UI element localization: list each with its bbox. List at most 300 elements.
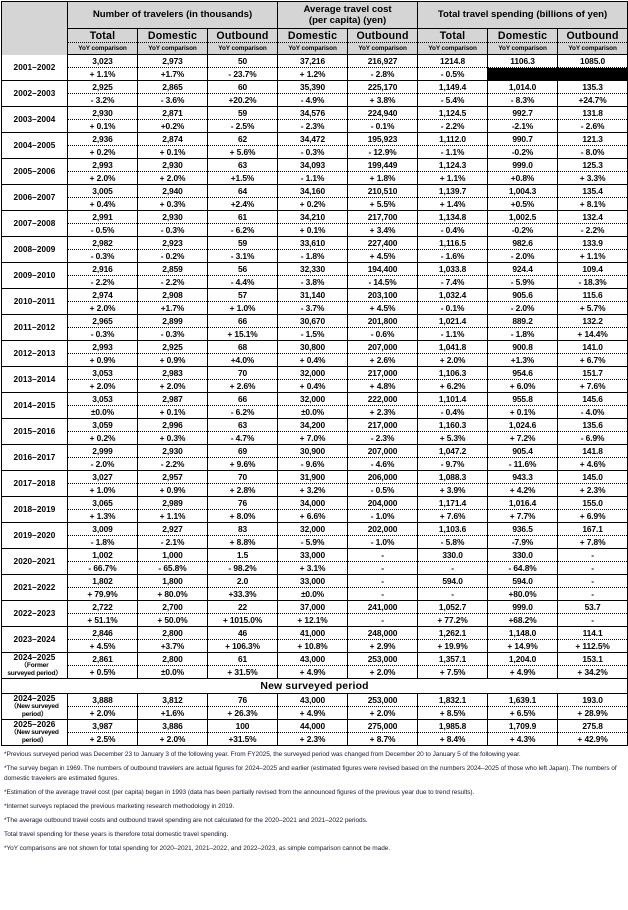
cell-value: 2,871: [138, 107, 208, 120]
table-row: [2, 211, 628, 224]
cell-yoy-value: + 112.5%: [558, 640, 628, 653]
cell-value: 2,859: [138, 263, 208, 276]
cell-yoy-value: - 3.1%: [208, 250, 278, 263]
cell-value: 999.0: [488, 159, 558, 172]
row-year-label: [2, 185, 68, 211]
cell-yoy-value: +2.4%: [208, 198, 278, 211]
cell-value: 954.6: [488, 367, 558, 380]
cell-yoy-value: + 3.9%: [418, 484, 488, 497]
table-row: [2, 81, 628, 94]
row-year-label: [2, 575, 68, 601]
cell-yoy-value: +80.0%: [488, 588, 558, 601]
table-row-yoy: [2, 707, 628, 720]
cell-value: 2,846: [68, 627, 138, 640]
cell-yoy-value: - 8.3%: [488, 94, 558, 107]
cell-value: 69: [208, 445, 278, 458]
cell-value: 982.6: [488, 237, 558, 250]
cell-value: 1,101.4: [418, 393, 488, 406]
cell-value: 2,930: [68, 107, 138, 120]
cell-value: 203,100: [348, 289, 418, 302]
cell-yoy-value: + 2.0%: [68, 172, 138, 185]
row-year-label: [2, 81, 68, 107]
cell-yoy-value: +1.3%: [488, 354, 558, 367]
cell-yoy-value: +24.7%: [558, 94, 628, 107]
table-row: [2, 523, 628, 536]
cell-yoy-value: + 0.4%: [278, 380, 348, 393]
footnote: *The survey began in 1969. The numbers of outbound travelers are actual figures for 2024–2025 and earlier (estimated figures were revised based on the numbers 2024–2025 of those who left Japan). The numbers of domestic travelers are estimated figures.: [4, 764, 617, 783]
cell-yoy-value: + 42.9%: [558, 733, 628, 746]
cell-value: 1,639.1: [488, 694, 558, 707]
cell-yoy-value: + 2.0%: [68, 707, 138, 720]
cell-yoy-value: + 1.1%: [68, 68, 138, 81]
cell-value: 2,957: [138, 471, 208, 484]
section-banner-label: New surveyed period: [2, 679, 628, 694]
cell-value: 955.8: [488, 393, 558, 406]
cell-value: 2,965: [68, 315, 138, 328]
subheader-travelers-total: Total: [68, 29, 138, 43]
cell-yoy-value: + 0.1%: [138, 406, 208, 419]
cell-value: 37,216: [278, 55, 348, 68]
footnote: *The average outbound travel costs and outbound travel spending are not calculated for the 2020–2021 and 2021–2022 periods.: [4, 817, 368, 825]
cell-value: 889.2: [488, 315, 558, 328]
row-year-label: [2, 653, 68, 679]
cell-yoy-value: + 2.0%: [348, 666, 418, 679]
cell-value: 224,940: [348, 107, 418, 120]
cell-value: 2,861: [68, 653, 138, 666]
cell-value: 1,149.4: [418, 81, 488, 94]
table-row: [2, 549, 628, 562]
row-year-text: 2011–2012: [13, 323, 56, 332]
yoy-label-spending-domestic: YoY comparison: [488, 43, 558, 55]
cell-value: 905.4: [488, 445, 558, 458]
cell-value: -: [558, 575, 628, 588]
cell-yoy-value: - 66.7%: [68, 562, 138, 575]
cell-value: 30,670: [278, 315, 348, 328]
cell-value: 990.7: [488, 133, 558, 146]
cell-value: 63: [208, 159, 278, 172]
row-year-text: 2014–2015: [13, 401, 56, 410]
cell-value: 195,923: [348, 133, 418, 146]
table-row-yoy: [2, 458, 628, 471]
cell-yoy-value: + 4.5%: [348, 250, 418, 263]
cell-yoy-value: ±0.0%: [138, 666, 208, 679]
cell-yoy-value: -: [348, 562, 418, 575]
cell-value: 1,204.0: [488, 653, 558, 666]
cell-value: 2.0: [208, 575, 278, 588]
cell-yoy-value: + 6.7%: [558, 354, 628, 367]
cell-yoy-value: + 7.2%: [488, 432, 558, 445]
cell-yoy-value: - 4.4%: [208, 276, 278, 289]
cell-value: 132.2: [558, 315, 628, 328]
cell-value: 2,874: [138, 133, 208, 146]
cell-value: 34,093: [278, 159, 348, 172]
row-year-text: 2021–2022: [13, 583, 56, 592]
cell-value: 216,927: [348, 55, 418, 68]
cell-value: 1,024.6: [488, 419, 558, 432]
cell-value: 1214.8: [418, 55, 488, 68]
cell-value: 204,000: [348, 497, 418, 510]
subheader-spending-domestic: Domestic: [488, 29, 558, 43]
cell-yoy-value: - 1.5%: [278, 328, 348, 341]
row-year-text: 2003–2004: [13, 115, 56, 124]
cell-yoy-value: - 2.3%: [278, 120, 348, 133]
cell-yoy-value: - 98.2%: [208, 562, 278, 575]
cell-yoy-value: - 18.3%: [558, 276, 628, 289]
cell-value: 135.3: [558, 81, 628, 94]
cell-value: 167.1: [558, 523, 628, 536]
cell-yoy-value: - 2.2%: [418, 120, 488, 133]
cell-value: 22: [208, 601, 278, 614]
cell-value: 248,000: [348, 627, 418, 640]
cell-value: 3,812: [138, 694, 208, 707]
cell-value: 193.0: [558, 694, 628, 707]
cell-yoy-value: - 2.2%: [68, 276, 138, 289]
cell-value: 70: [208, 367, 278, 380]
cell-yoy-value: + 5.5%: [348, 198, 418, 211]
cell-yoy-value: + 50.0%: [138, 614, 208, 627]
cell-yoy-value: + 1.3%: [68, 510, 138, 523]
cell-yoy-value: + 2.9%: [348, 640, 418, 653]
cell-value: 1,021.4: [418, 315, 488, 328]
cell-yoy-value: - 6.9%: [558, 432, 628, 445]
row-year-label: [2, 694, 68, 720]
cell-value: 210,510: [348, 185, 418, 198]
row-year-label: [2, 471, 68, 497]
cell-yoy-value: + 2.8%: [208, 484, 278, 497]
cell-yoy-value: - 65.8%: [138, 562, 208, 575]
cell-value: 34,576: [278, 107, 348, 120]
cell-value: 1,171.4: [418, 497, 488, 510]
yoy-label-spending-outbound: YoY comparison: [558, 43, 628, 55]
row-year-label: [2, 133, 68, 159]
cell-value: 1.5: [208, 549, 278, 562]
table-row: [2, 185, 628, 198]
cell-yoy-value: - 11.6%: [488, 458, 558, 471]
yoy-label-travelers-total: YoY comparison: [68, 43, 138, 55]
cell-yoy-value: - 3.8%: [278, 276, 348, 289]
header-group-travelers: [68, 2, 278, 29]
yoy-label-cost-outbound: YoY comparison: [348, 43, 418, 55]
row-year-label: [2, 627, 68, 653]
cell-value: 943.3: [488, 471, 558, 484]
cell-value: 202,000: [348, 523, 418, 536]
cell-yoy-value: + 15.1%: [208, 328, 278, 341]
table-row-yoy: [2, 120, 628, 133]
cell-value: 135.4: [558, 185, 628, 198]
cell-value: 2,916: [68, 263, 138, 276]
header-group-total-spending-line1: Total travel spending (billions of yen): [437, 9, 608, 21]
cell-value: 50: [208, 55, 278, 68]
cell-value: 924.4: [488, 263, 558, 276]
cell-value: 2,722: [68, 601, 138, 614]
cell-value: 125.3: [558, 159, 628, 172]
cell-value: 3,065: [68, 497, 138, 510]
cell-yoy-value: + 0.9%: [138, 484, 208, 497]
cell-value: 153.1: [558, 653, 628, 666]
cell-yoy-value: - 2.5%: [208, 120, 278, 133]
cell-value: 145.0: [558, 471, 628, 484]
table-row-yoy: [2, 640, 628, 653]
cell-value: -: [348, 575, 418, 588]
cell-value: 76: [208, 497, 278, 510]
row-year-label: [2, 289, 68, 315]
table-body: [2, 55, 628, 746]
cell-value: 3,005: [68, 185, 138, 198]
row-year-text: 2004–2005: [13, 141, 56, 150]
footnotes: [4, 750, 624, 854]
header-group-travelers-line1: Number of travelers (in thousands): [92, 9, 253, 21]
cell-yoy-value: - 2.0%: [488, 250, 558, 263]
cell-value: 2,974: [68, 289, 138, 302]
table-row-yoy: [2, 302, 628, 315]
cell-yoy-value: - 0.3%: [68, 328, 138, 341]
cell-value: 1,148.0: [488, 627, 558, 640]
header-group-avg-cost: [278, 2, 418, 29]
row-year-text: 2022–2023: [13, 609, 56, 618]
cell-value: 2,930: [138, 211, 208, 224]
cell-yoy-value: + 26.3%: [208, 707, 278, 720]
cell-yoy-value: + 0.9%: [68, 354, 138, 367]
cell-value: 141.0: [558, 341, 628, 354]
cell-value: 63: [208, 419, 278, 432]
cell-value: 2,973: [138, 55, 208, 68]
cell-yoy-value: + 3.1%: [278, 562, 348, 575]
cell-value: 201,800: [348, 315, 418, 328]
table-row: [2, 575, 628, 588]
cell-yoy-value: + 4.5%: [68, 640, 138, 653]
cell-yoy-value: - 0.3%: [68, 250, 138, 263]
cell-yoy-value: - 2.2%: [138, 458, 208, 471]
cell-value: 1,357.1: [418, 653, 488, 666]
cell-value: 133.9: [558, 237, 628, 250]
yoy-label-travelers-outbound: YoY comparison: [208, 43, 278, 55]
cell-yoy-value: + 7.6%: [558, 380, 628, 393]
table-row-yoy: [2, 328, 628, 341]
row-year-sublabel: surveyed period）: [7, 670, 62, 677]
table-row: [2, 263, 628, 276]
header-yoy-row: [2, 43, 628, 55]
table-row-yoy: [2, 94, 628, 107]
cell-yoy-value: - 7.4%: [418, 276, 488, 289]
cell-yoy-value: - 2.0%: [488, 302, 558, 315]
header-group-avg-cost-line2: (per capita) (yen): [308, 15, 387, 26]
cell-value: 225,170: [348, 81, 418, 94]
cell-yoy-value: - 0.5%: [418, 68, 488, 81]
cell-value: 44,000: [278, 720, 348, 733]
cell-value: 275,000: [348, 720, 418, 733]
cell-yoy-value: - 1.0%: [348, 510, 418, 523]
table-row: [2, 393, 628, 406]
cell-yoy-value: -: [348, 588, 418, 601]
table-row-yoy: [2, 224, 628, 237]
cell-yoy-value: + 5.6%: [208, 146, 278, 159]
cell-yoy-value: - 2.3%: [348, 432, 418, 445]
table-row-yoy: [2, 666, 628, 679]
footnote: *Internet surveys replaced the previous marketing research methodology in 2019.: [4, 803, 235, 811]
cell-yoy-value: + 28.9%: [558, 707, 628, 720]
cell-yoy-value: - 4.9%: [278, 94, 348, 107]
row-year-label: [2, 393, 68, 419]
cell-value: 217,000: [348, 367, 418, 380]
cell-value: 3,053: [68, 367, 138, 380]
cell-yoy-value: ±0.0%: [68, 406, 138, 419]
row-year-sublabel: （Former: [20, 662, 49, 670]
cell-value: -: [348, 549, 418, 562]
table-header: [2, 2, 628, 55]
cell-yoy-value: +3.7%: [138, 640, 208, 653]
cell-yoy-value: - 0.2%: [138, 250, 208, 263]
cell-value: 3,059: [68, 419, 138, 432]
cell-value: 41,000: [278, 627, 348, 640]
cell-yoy-value: + 14.9%: [488, 640, 558, 653]
cell-value: 330.0: [418, 549, 488, 562]
cell-yoy-value: + 0.1%: [278, 224, 348, 237]
cell-yoy-value: + 4.8%: [348, 380, 418, 393]
cell-yoy-value: - 0.3%: [278, 146, 348, 159]
cell-value: 145.6: [558, 393, 628, 406]
cell-yoy-value: + 0.1%: [138, 146, 208, 159]
cell-value: 70: [208, 471, 278, 484]
cell-yoy-value: - 4.0%: [558, 406, 628, 419]
table-row: [2, 55, 628, 68]
cell-yoy-value: + 2.0%: [68, 380, 138, 393]
cell-yoy-value: + 4.9%: [278, 666, 348, 679]
cell-value: 227,400: [348, 237, 418, 250]
cell-value: 1,052.7: [418, 601, 488, 614]
cell-yoy-value: + 0.1%: [68, 120, 138, 133]
row-year-text: 2019–2020: [13, 531, 56, 540]
subheader-spending-outbound: Outbound: [558, 29, 628, 43]
row-year-sublabel: （New surveyed: [10, 703, 59, 711]
cell-yoy-value: + 3.3%: [558, 172, 628, 185]
cell-value: 37,000: [278, 601, 348, 614]
cell-value: 83: [208, 523, 278, 536]
cell-yoy-value: + 31.5%: [208, 666, 278, 679]
cell-value: 2,993: [68, 159, 138, 172]
cell-yoy-value: - 12.9%: [348, 146, 418, 159]
cell-yoy-value: + 0.9%: [138, 354, 208, 367]
yoy-label-cost-domestic: YoY comparison: [278, 43, 348, 55]
cell-yoy-value: - 4.6%: [348, 458, 418, 471]
cell-yoy-value: + 7.5%: [418, 666, 488, 679]
footnote: Total travel spending for these years is therefore total domestic travel spending.: [4, 830, 229, 838]
cell-yoy-value: +1.7%: [138, 68, 208, 81]
cell-yoy-value: - 1.8%: [68, 536, 138, 549]
row-year-text: 2023–2024: [13, 635, 56, 644]
cell-value: 2,983: [138, 367, 208, 380]
table-row-yoy: [2, 510, 628, 523]
row-year-label: [2, 497, 68, 523]
cell-yoy-value: - 14.5%: [348, 276, 418, 289]
cell-yoy-value: + 6.5%: [488, 707, 558, 720]
cell-yoy-value: + 3.2%: [278, 484, 348, 497]
table-row-yoy: [2, 146, 628, 159]
cell-value: 2,800: [138, 627, 208, 640]
row-year-text: 2008–2009: [13, 245, 56, 254]
table-row-yoy: [2, 276, 628, 289]
row-year-text: 2012–2013: [13, 349, 56, 358]
subheader-cost-domestic: Domestic: [278, 29, 348, 43]
subheader-spending-total: Total: [418, 29, 488, 43]
cell-yoy-value: + 0.1%: [488, 406, 558, 419]
cell-value: 33,610: [278, 237, 348, 250]
cell-yoy-value: + 6.0%: [488, 380, 558, 393]
cell-value: 207,000: [348, 445, 418, 458]
cell-yoy-value: - 9.7%: [418, 458, 488, 471]
cell-value: 3,886: [138, 720, 208, 733]
cell-yoy-value: - 0.3%: [138, 224, 208, 237]
cell-yoy-value: + 51.1%: [68, 614, 138, 627]
cell-value: 900.8: [488, 341, 558, 354]
cell-value: 936.5: [488, 523, 558, 536]
cell-value: 253,000: [348, 653, 418, 666]
cell-yoy-value: -: [558, 588, 628, 601]
cell-yoy-redacted: [488, 68, 558, 81]
row-year-text: 2016–2017: [13, 453, 56, 462]
cell-yoy-value: - 1.8%: [278, 250, 348, 263]
table-row: [2, 367, 628, 380]
cell-yoy-value: +33.3%: [208, 588, 278, 601]
table-row-yoy: [2, 733, 628, 746]
cell-yoy-value: - 1.1%: [278, 172, 348, 185]
cell-value: 64: [208, 185, 278, 198]
cell-value: 1,802: [68, 575, 138, 588]
cell-value: 253,000: [348, 694, 418, 707]
cell-value: 2,987: [138, 393, 208, 406]
cell-value: 43,000: [278, 653, 348, 666]
row-year-label: [2, 445, 68, 471]
row-year-label: [2, 159, 68, 185]
cell-value: 59: [208, 237, 278, 250]
cell-yoy-value: + 1015.0%: [208, 614, 278, 627]
cell-yoy-value: + 8.7%: [348, 733, 418, 746]
cell-yoy-redacted: [558, 68, 628, 81]
cell-value: 109.4: [558, 263, 628, 276]
cell-yoy-value: - 2.6%: [558, 120, 628, 133]
table-row: [2, 315, 628, 328]
cell-value: 2,940: [138, 185, 208, 198]
cell-value: 2,996: [138, 419, 208, 432]
cell-value: 1085.0: [558, 55, 628, 68]
cell-yoy-value: + 1.1%: [138, 510, 208, 523]
row-year-label: [2, 107, 68, 133]
row-year-label: [2, 601, 68, 627]
row-year-text: 2018–2019: [13, 505, 56, 514]
table-row: [2, 107, 628, 120]
cell-yoy-value: - 0.1%: [348, 120, 418, 133]
cell-value: 35,390: [278, 81, 348, 94]
cell-yoy-value: + 3.4%: [348, 224, 418, 237]
cell-value: 151.7: [558, 367, 628, 380]
travel-statistics-page: [0, 1, 628, 910]
cell-value: 1,002: [68, 549, 138, 562]
cell-yoy-value: + 2.6%: [348, 354, 418, 367]
table-row: [2, 159, 628, 172]
cell-yoy-value: + 34.2%: [558, 666, 628, 679]
table-row: [2, 694, 628, 707]
cell-yoy-value: + 2.5%: [68, 733, 138, 746]
cell-value: 217,700: [348, 211, 418, 224]
cell-yoy-value: -7.9%: [488, 536, 558, 549]
cell-value: 999.0: [488, 601, 558, 614]
cell-yoy-value: + 7.0%: [278, 432, 348, 445]
cell-value: 30,900: [278, 445, 348, 458]
table-row-yoy: [2, 536, 628, 549]
row-year-label: [2, 341, 68, 367]
cell-yoy-value: + 4.3%: [488, 733, 558, 746]
cell-yoy-value: - 2.0%: [68, 458, 138, 471]
cell-value: 31,140: [278, 289, 348, 302]
